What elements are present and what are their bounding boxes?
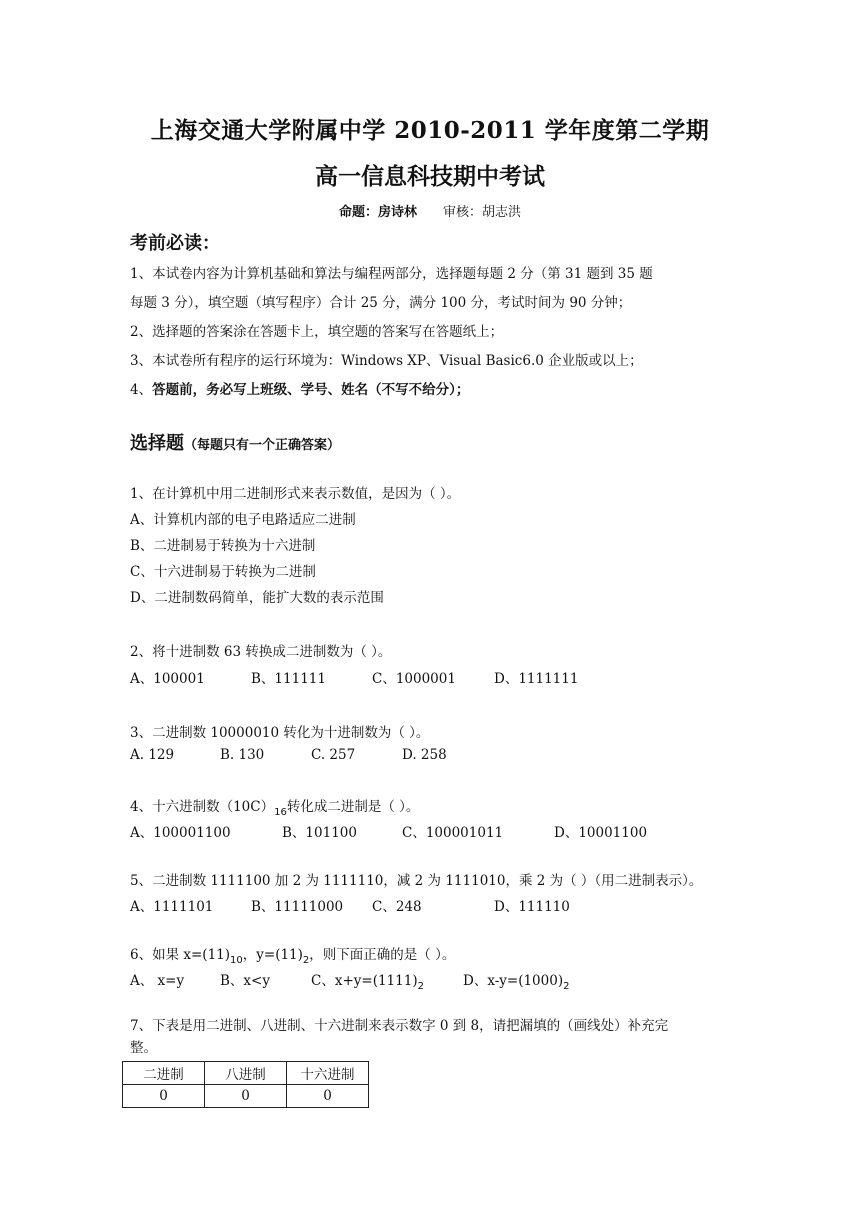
question-3-option-b: B. 130: [220, 747, 265, 763]
number-base-table: [122, 1061, 369, 1108]
notice-line-2: 2、选择题的答案涂在答题卡上，填空题的答案写在答题纸上；: [130, 324, 504, 340]
question-2-option-d: D、1111111: [494, 671, 579, 687]
question-6-stem-mid: ，y=(11): [242, 947, 303, 963]
question-6-option-a: A、 x=y: [130, 973, 185, 989]
notice-line-4-text: 答题前，务必写上班级、学号、姓名（不写不给分）；: [152, 382, 470, 398]
question-6-option-d-subscript: 2: [563, 981, 570, 992]
table-row: [123, 1085, 369, 1108]
exam-subtitle: 高一信息科技期中考试: [315, 163, 545, 190]
question-4-option-b: B、101100: [282, 825, 357, 841]
question-6-option-b: B、x<y: [220, 973, 270, 989]
table-header-octal: 八进制: [205, 1062, 287, 1085]
question-5-option-b: B、11111000: [251, 899, 344, 915]
question-5-option-c: C、248: [372, 899, 422, 915]
question-5-option-d: D、111110: [494, 899, 570, 915]
question-4-stem: [130, 795, 420, 818]
section-heading: [130, 429, 340, 455]
reviewer-text: 审核：胡志洪: [443, 205, 522, 220]
question-3-option-d: D. 258: [402, 747, 447, 763]
notice-line-4-number: 4、: [130, 382, 153, 398]
question-5-stem: 5、二进制数 1111100 加 2 为 1111110，减 2 为 1111010，乘 2 为（ ）（用二进制表示）。: [130, 873, 703, 889]
notice-line-1a: 1、本试卷内容为计算机基础和算法与编程两部分，选择题每题 2 分（第 31 题到 35 题: [130, 266, 653, 282]
question-4-stem-end: 转化成二进制是（ ）。: [286, 799, 420, 815]
question-6-subscript-2: 2: [302, 955, 310, 966]
question-6-option-c-text: C、x+y=(1111): [311, 973, 418, 989]
question-6-subscript-10: 10: [230, 955, 243, 966]
question-5-option-a: A、1111101: [130, 899, 214, 915]
table-header-binary: 二进制: [123, 1062, 205, 1085]
question-1-option-d: D、二进制数码简单，能扩大数的表示范围: [130, 590, 384, 606]
question-4-option-d: D、10001100: [554, 825, 648, 841]
question-2-option-a: A、100001: [130, 671, 205, 687]
question-6-stem-end: ，则下面正确的是（ ）。: [309, 947, 456, 963]
notice-line-1b: 每题 3 分），填空题（填写程序）合计 25 分，满分 100 分，考试时间为 90 分钟；: [130, 295, 632, 311]
question-6-stem-start: 6、如果 x=(11): [130, 947, 231, 963]
table-cell-octal: 0: [205, 1085, 287, 1108]
question-1-option-c: C、十六进制易于转换为二进制: [130, 564, 316, 580]
question-6-option-c-subscript: 2: [417, 981, 424, 992]
question-3-option-a: A. 129: [130, 747, 175, 763]
question-7-stem-line-2: 整。: [130, 1040, 157, 1056]
question-4-stem-start: 4、十六进制数（10C）: [130, 799, 275, 815]
table-header-row: [123, 1062, 369, 1085]
section-note: （每题只有一个正确答案）: [184, 438, 341, 453]
section-title: 选择题: [130, 433, 184, 454]
table-cell-binary: 0: [123, 1085, 205, 1108]
table-header-hex: 十六进制: [287, 1062, 369, 1085]
notice-heading: 考前必读：: [130, 233, 220, 254]
author-text: 命题：房诗林: [338, 205, 417, 220]
question-6-option-c: [311, 969, 424, 992]
notice-line-4: [130, 378, 469, 398]
question-1-option-b: B、二进制易于转换为十六进制: [130, 538, 316, 554]
question-4-option-c: C、100001011: [402, 825, 504, 841]
question-3-option-c: C. 257: [311, 747, 356, 763]
exam-title: 上海交通大学附属中学 2010-2011 学年度第二学期: [150, 117, 710, 144]
question-6-option-d: [463, 969, 570, 992]
question-1-stem: 1、在计算机中用二进制形式来表示数值，是因为（ ）。: [130, 486, 461, 502]
question-6-option-d-text: D、x-y=(1000): [463, 973, 564, 989]
question-6-stem: [130, 943, 456, 966]
notice-line-3: 3、本试卷所有程序的运行环境为：Windows XP、Visual Basic6.0 企业版或以上；: [130, 353, 643, 369]
exam-authors: [0, 201, 860, 220]
table-cell-hex: 0: [287, 1085, 369, 1108]
question-3-stem: 3、二进制数 10000010 转化为十进制数为（ ）。: [130, 725, 430, 741]
question-4-option-a: A、100001100: [130, 825, 231, 841]
question-1-option-a: A、计算机内部的电子电路适应二进制: [130, 512, 356, 528]
question-4-base-subscript: 16: [274, 807, 287, 818]
question-2-stem: 2、将十进制数 63 转换成二进制数为（ ）。: [130, 644, 392, 660]
question-2-option-b: B、111111: [251, 671, 326, 687]
question-2-option-c: C、1000001: [372, 671, 456, 687]
question-7-stem-line-1: 7、下表是用二进制、八进制、十六进制来表示数字 0 到 8，请把漏填的（画线处）补充完: [130, 1018, 669, 1034]
